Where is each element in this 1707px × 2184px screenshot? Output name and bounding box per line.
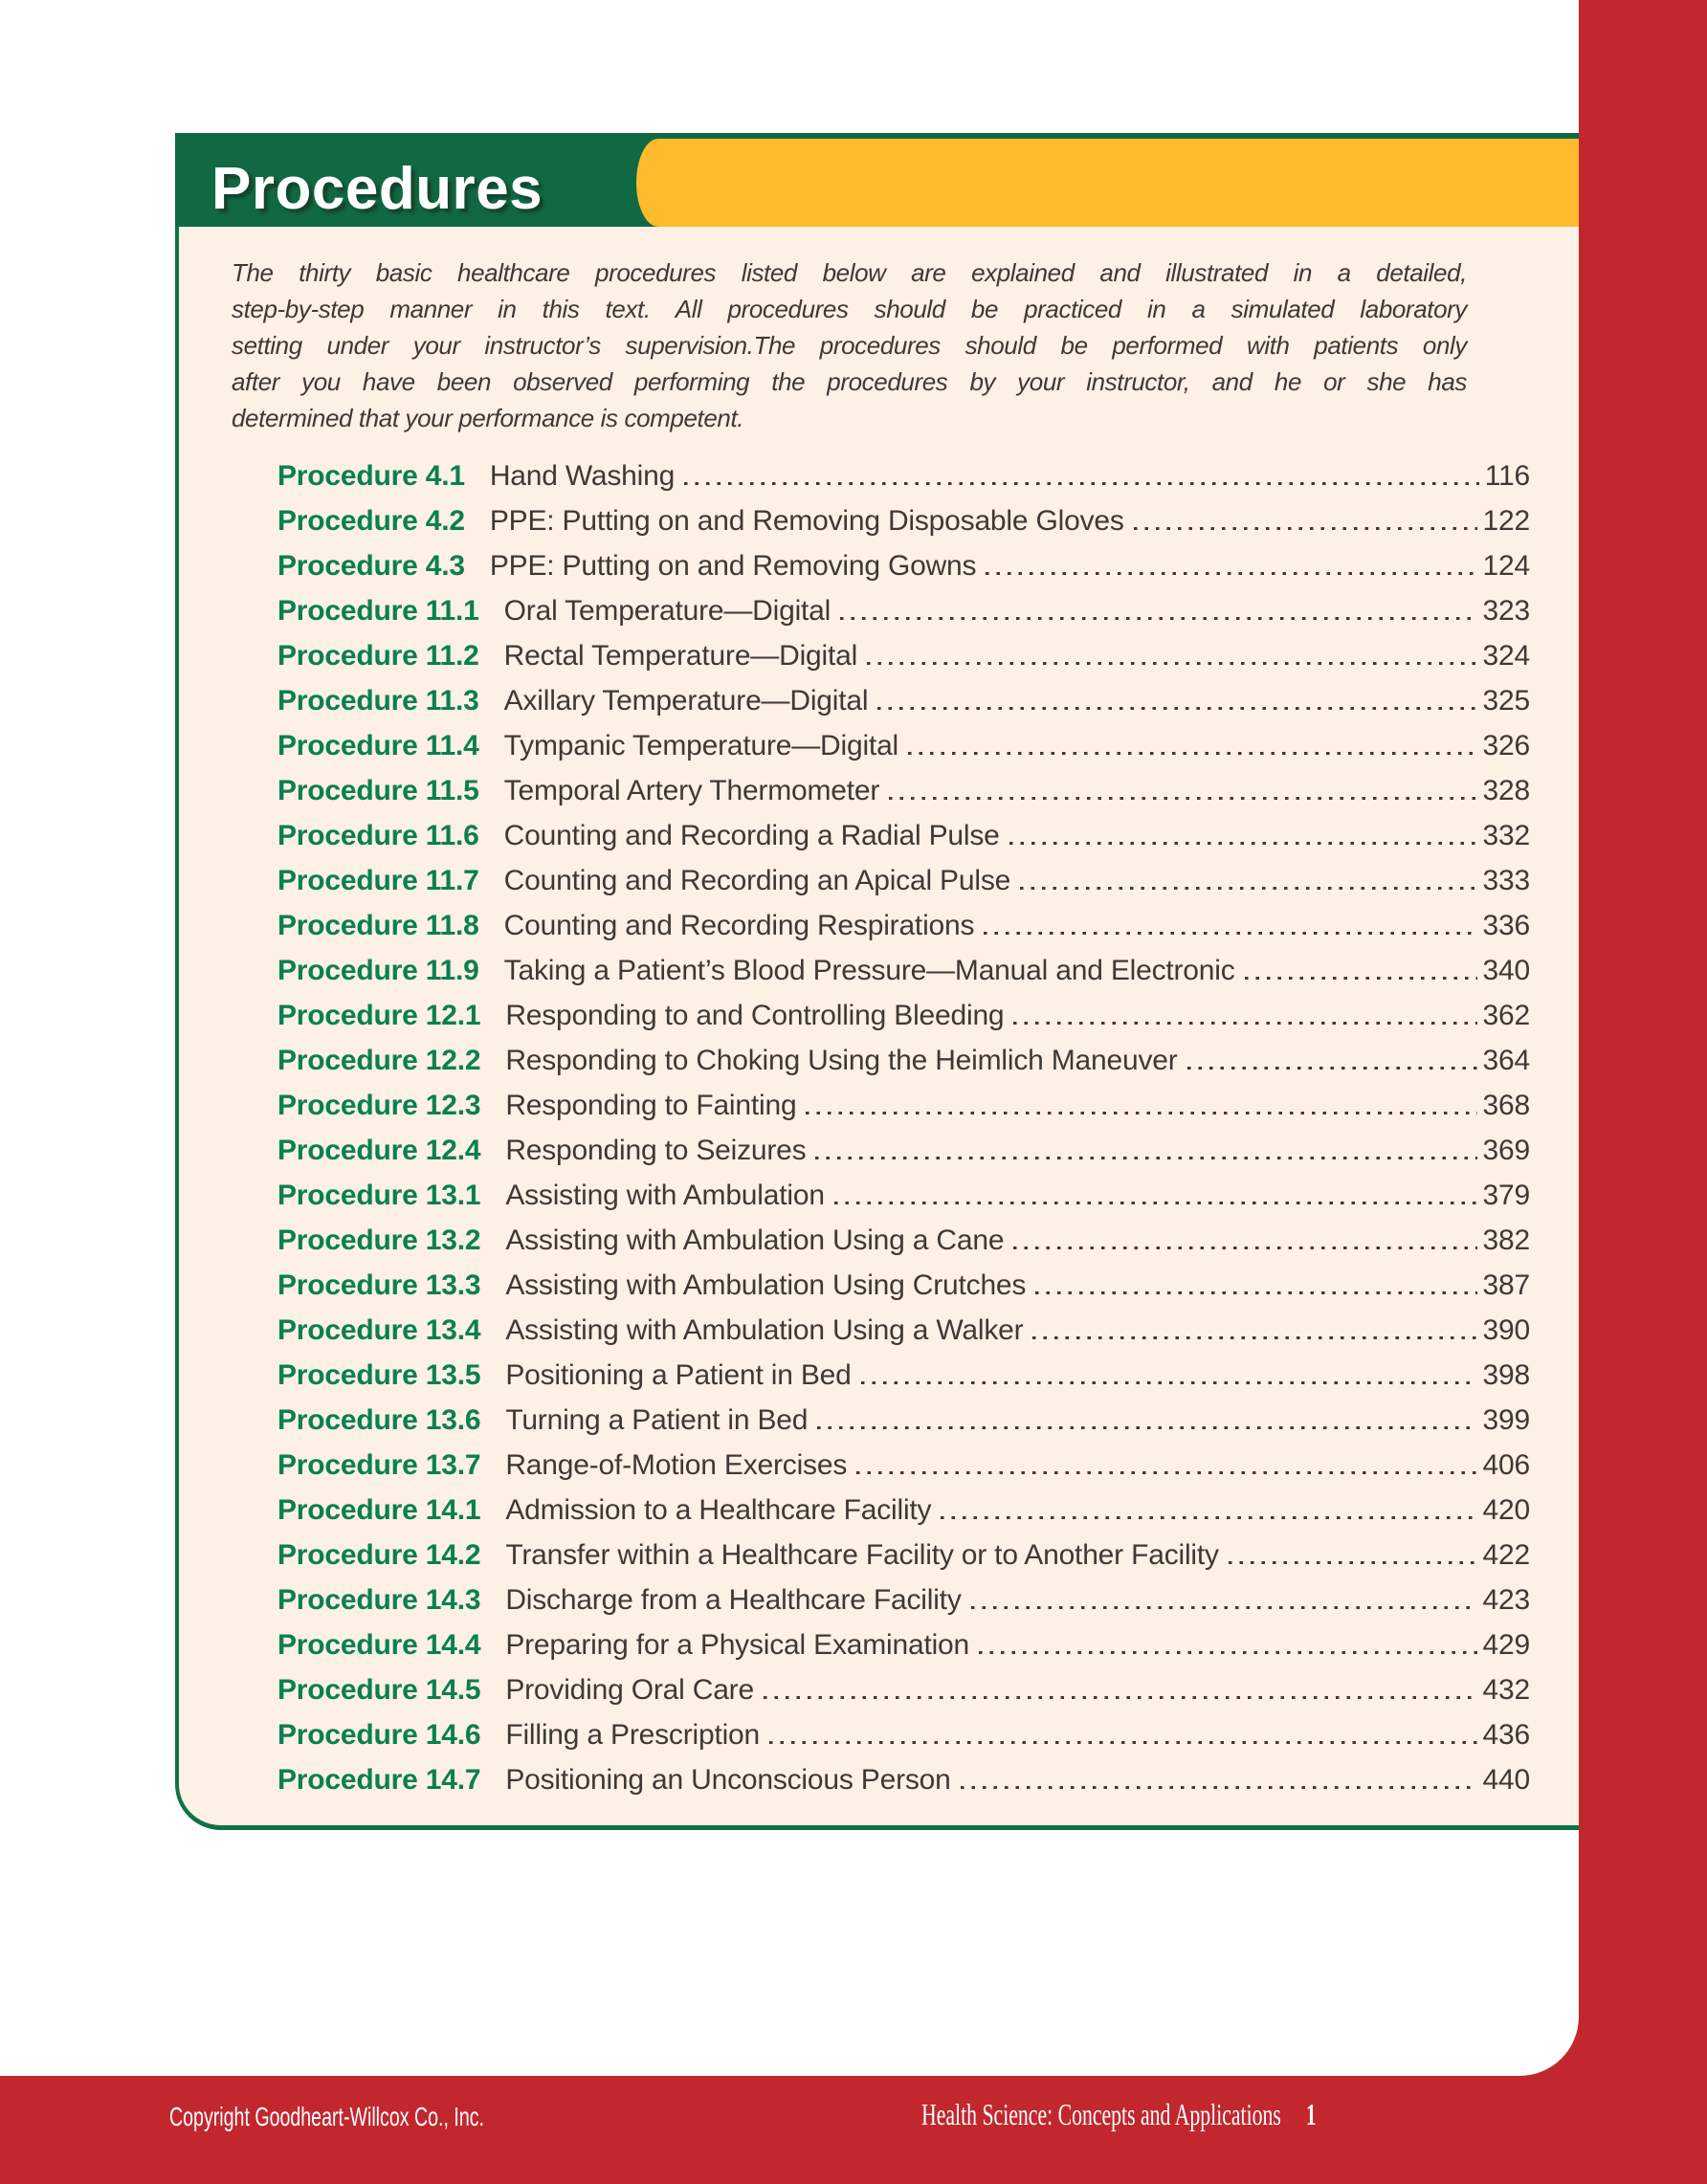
dotted-leader — [1134, 526, 1477, 530]
procedure-page-number: 387 — [1482, 1269, 1530, 1301]
procedures-card — [175, 133, 1579, 1830]
procedure-number-label: Procedure 4.2 — [277, 505, 465, 537]
procedure-number-label: Procedure 13.6 — [277, 1404, 481, 1436]
procedure-title: Preparing for a Physical Examination — [505, 1629, 970, 1661]
procedure-title: Rectal Temperature—Digital — [503, 640, 858, 672]
intro-line: after you have been observed performing the procedures by your instructor, and he or she has — [232, 367, 1467, 396]
procedure-row — [277, 685, 1530, 730]
procedure-number-label: Procedure 11.2 — [277, 640, 479, 672]
intro-paragraph — [232, 254, 1467, 436]
intro-line: step-by-step manner in this text. All procedures should be practiced in a simulated laboratory — [232, 295, 1467, 323]
dotted-leader — [861, 1380, 1477, 1384]
procedure-title: Transfer within a Healthcare Facility or to Another Facility — [505, 1539, 1219, 1571]
procedure-row — [277, 1180, 1530, 1224]
dotted-leader — [986, 571, 1476, 575]
procedure-title: Filling a Prescription — [505, 1719, 761, 1751]
procedure-row — [277, 910, 1530, 955]
procedure-row — [277, 865, 1530, 910]
procedure-number-label: Procedure 11.4 — [277, 730, 479, 761]
procedure-page-number: 368 — [1482, 1090, 1530, 1121]
procedure-row — [277, 1629, 1530, 1674]
dotted-leader — [971, 1605, 1477, 1609]
footer-book-info — [921, 2097, 1317, 2131]
procedure-title: Temporal Artery Thermometer — [503, 775, 880, 806]
procedure-page-number: 323 — [1482, 595, 1530, 627]
procedure-page-number: 333 — [1482, 865, 1530, 896]
dotted-leader — [1187, 1066, 1477, 1070]
procedure-title: Responding to Choking Using the Heimlich Maneuver — [505, 1045, 1178, 1076]
procedure-page-number: 116 — [1484, 460, 1530, 492]
procedure-number-label: Procedure 11.1 — [277, 595, 479, 627]
dotted-leader — [764, 1695, 1477, 1699]
procedure-row — [277, 1539, 1530, 1584]
procedure-title: PPE: Putting on and Removing Disposable Gloves — [489, 505, 1124, 537]
procedure-row — [277, 1719, 1530, 1764]
procedure-number-label: Procedure 4.1 — [277, 460, 465, 492]
procedure-page-number: 364 — [1482, 1045, 1530, 1076]
procedure-page-number: 369 — [1482, 1135, 1530, 1166]
procedure-page-number: 379 — [1482, 1180, 1530, 1211]
dotted-leader — [817, 1425, 1476, 1429]
dotted-leader — [856, 1470, 1476, 1474]
procedure-title: Assisting with Ambulation Using a Cane — [505, 1224, 1005, 1256]
dotted-leader — [769, 1740, 1477, 1744]
intro-line: determined that your performance is competent. — [232, 404, 744, 432]
dotted-leader — [889, 796, 1476, 800]
procedure-page-number: 122 — [1482, 505, 1530, 537]
procedure-number-label: Procedure 12.3 — [277, 1090, 481, 1121]
dotted-leader — [1035, 1291, 1476, 1294]
procedure-page-number: 436 — [1482, 1719, 1530, 1751]
procedures-banner — [175, 133, 1579, 227]
page-title: Procedures — [211, 156, 543, 222]
procedure-number-label: Procedure 12.1 — [277, 1000, 481, 1031]
procedure-row — [277, 1494, 1530, 1539]
procedure-title: Turning a Patient in Bed — [505, 1404, 809, 1436]
procedure-list — [277, 460, 1530, 1809]
dotted-leader — [834, 1201, 1477, 1204]
dotted-leader — [1009, 841, 1477, 845]
procedure-page-number: 422 — [1482, 1539, 1530, 1571]
dotted-leader — [806, 1111, 1476, 1114]
procedure-number-label: Procedure 4.3 — [277, 550, 465, 582]
procedure-page-number: 326 — [1482, 730, 1530, 761]
procedure-row — [277, 1359, 1530, 1404]
procedure-page-number: 423 — [1482, 1584, 1530, 1616]
procedure-number-label: Procedure 13.3 — [277, 1269, 481, 1301]
dotted-leader — [1229, 1560, 1477, 1564]
procedure-row — [277, 1449, 1530, 1494]
procedure-row — [277, 1135, 1530, 1180]
banner-yellow-swoosh — [636, 139, 1579, 227]
procedure-title: Counting and Recording an Apical Pulse — [503, 865, 1011, 896]
procedure-number-label: Procedure 11.7 — [277, 865, 479, 896]
procedure-page-number: 324 — [1482, 640, 1530, 672]
procedure-number-label: Procedure 11.8 — [277, 910, 479, 941]
intro-line: setting under your instructor’s supervision.The procedures should be performed with patients only — [232, 331, 1467, 360]
procedure-title: Hand Washing — [489, 460, 676, 492]
procedure-number-label: Procedure 12.4 — [277, 1135, 481, 1166]
procedure-title: Responding to Fainting — [505, 1090, 797, 1121]
footer-book-title: Health Science: Concepts and Applications — [921, 2097, 1281, 2131]
procedure-page-number: 382 — [1482, 1224, 1530, 1256]
procedure-title: Positioning a Patient in Bed — [505, 1359, 852, 1391]
procedure-number-label: Procedure 13.2 — [277, 1224, 481, 1256]
dotted-leader — [1020, 886, 1476, 890]
footer-copyright: Copyright Goodheart-Willcox Co., Inc. — [169, 2102, 484, 2131]
dotted-leader — [979, 1650, 1477, 1654]
procedure-page-number: 336 — [1482, 910, 1530, 941]
procedure-row — [277, 460, 1530, 505]
procedure-number-label: Procedure 11.5 — [277, 775, 479, 806]
procedure-row — [277, 820, 1530, 865]
procedure-title: Responding to and Controlling Bleeding — [505, 1000, 1005, 1031]
procedure-row — [277, 1674, 1530, 1719]
procedure-row — [277, 1764, 1530, 1809]
dotted-leader — [1013, 1021, 1476, 1025]
procedure-title: Admission to a Healthcare Facility — [505, 1494, 932, 1526]
procedure-page-number: 124 — [1482, 550, 1530, 582]
procedure-number-label: Procedure 13.7 — [277, 1449, 481, 1481]
procedure-row — [277, 640, 1530, 685]
procedure-title: Counting and Recording Respirations — [503, 910, 975, 941]
procedure-page-number: 340 — [1482, 955, 1530, 986]
procedure-title: Axillary Temperature—Digital — [503, 685, 869, 717]
dotted-leader — [840, 616, 1476, 620]
procedure-row — [277, 1045, 1530, 1090]
intro-line: The thirty basic healthcare procedures listed below are explained and illustrated in a detailed, — [232, 258, 1467, 287]
procedure-row — [277, 1404, 1530, 1449]
procedure-title: Assisting with Ambulation Using a Walker — [505, 1314, 1024, 1346]
procedure-row — [277, 1000, 1530, 1045]
procedure-row — [277, 550, 1530, 595]
dotted-leader — [684, 481, 1479, 485]
procedure-number-label: Procedure 11.6 — [277, 820, 479, 851]
procedure-page-number: 440 — [1482, 1764, 1530, 1796]
procedure-page-number: 332 — [1482, 820, 1530, 851]
procedure-page-number: 432 — [1482, 1674, 1530, 1706]
procedure-number-label: Procedure 14.3 — [277, 1584, 481, 1616]
procedure-page-number: 390 — [1482, 1314, 1530, 1346]
procedure-number-label: Procedure 14.5 — [277, 1674, 481, 1706]
procedure-row — [277, 955, 1530, 1000]
procedure-number-label: Procedure 11.9 — [277, 955, 479, 986]
procedure-title: Taking a Patient’s Blood Pressure—Manual and Electronic — [503, 955, 1235, 986]
procedure-title: Responding to Seizures — [505, 1135, 807, 1166]
procedure-title: Tympanic Temperature—Digital — [503, 730, 899, 761]
procedure-row — [277, 1090, 1530, 1135]
procedure-number-label: Procedure 13.5 — [277, 1359, 481, 1391]
dotted-leader — [908, 751, 1477, 755]
procedure-page-number: 420 — [1482, 1494, 1530, 1526]
procedure-title: Assisting with Ambulation — [505, 1180, 825, 1211]
procedure-number-label: Procedure 12.2 — [277, 1045, 481, 1076]
procedure-page-number: 406 — [1482, 1449, 1530, 1481]
procedure-page-number: 429 — [1482, 1629, 1530, 1661]
procedure-number-label: Procedure 14.2 — [277, 1539, 481, 1571]
dotted-leader — [941, 1515, 1476, 1519]
dotted-leader — [1013, 1246, 1476, 1249]
procedure-number-label: Procedure 11.3 — [277, 685, 479, 717]
procedure-page-number: 328 — [1482, 775, 1530, 806]
procedure-page-number: 362 — [1482, 1000, 1530, 1031]
dotted-leader — [961, 1785, 1477, 1789]
procedure-title: Positioning an Unconscious Person — [505, 1764, 951, 1796]
dotted-leader — [877, 706, 1476, 710]
procedure-title: Discharge from a Healthcare Facility — [505, 1584, 962, 1616]
procedure-row — [277, 1314, 1530, 1359]
procedure-number-label: Procedure 14.4 — [277, 1629, 481, 1661]
dotted-leader — [984, 931, 1476, 935]
procedure-title: Assisting with Ambulation Using Crutches — [505, 1269, 1027, 1301]
dotted-leader — [1032, 1335, 1476, 1339]
procedure-row — [277, 730, 1530, 775]
dotted-leader — [815, 1156, 1476, 1159]
procedure-title: Oral Temperature—Digital — [503, 595, 831, 627]
procedure-row — [277, 1269, 1530, 1314]
procedure-page-number: 399 — [1482, 1404, 1530, 1436]
procedure-title: Providing Oral Care — [505, 1674, 754, 1706]
procedure-row — [277, 505, 1530, 550]
procedure-number-label: Procedure 14.6 — [277, 1719, 481, 1751]
dotted-leader — [1245, 976, 1477, 980]
footer-page-number: 1 — [1305, 2097, 1317, 2131]
procedure-title: Range-of-Motion Exercises — [505, 1449, 848, 1481]
procedures-card-body — [175, 227, 1579, 1830]
procedure-page-number: 398 — [1482, 1359, 1530, 1391]
procedure-number-label: Procedure 13.4 — [277, 1314, 481, 1346]
procedure-title: PPE: Putting on and Removing Gowns — [489, 550, 977, 582]
procedure-row — [277, 1584, 1530, 1629]
procedure-page-number: 325 — [1482, 685, 1530, 717]
procedure-number-label: Procedure 13.1 — [277, 1180, 481, 1211]
procedure-title: Counting and Recording a Radial Pulse — [503, 820, 1000, 851]
dotted-leader — [867, 661, 1476, 665]
procedure-row — [277, 775, 1530, 820]
procedure-number-label: Procedure 14.1 — [277, 1494, 481, 1526]
procedure-row — [277, 595, 1530, 640]
procedure-number-label: Procedure 14.7 — [277, 1764, 481, 1796]
procedure-row — [277, 1224, 1530, 1269]
